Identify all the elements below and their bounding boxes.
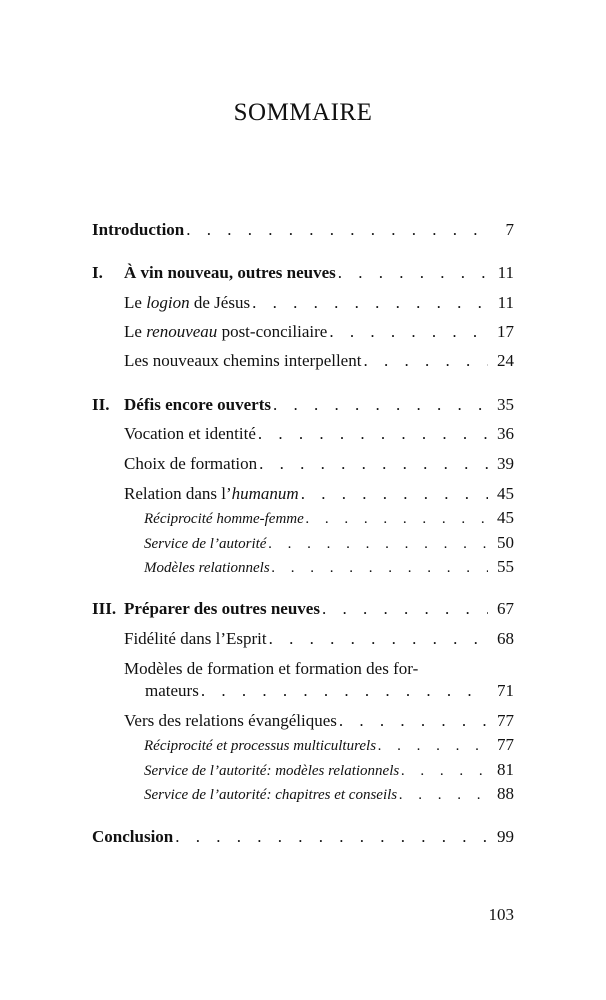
- toc-entry-logion[interactable]: [92, 292, 514, 314]
- leader-dots: [272, 557, 488, 579]
- toc-page-number: 45: [497, 508, 514, 527]
- toc-entry-label: Réciprocité et processus multiculturels: [144, 738, 377, 754]
- leader-dots: [175, 826, 488, 848]
- leader-dots: [258, 423, 488, 445]
- toc-entry-fidelite-esprit[interactable]: [92, 628, 514, 650]
- toc-entry-part-2[interactable]: [92, 394, 514, 416]
- leader-dots: [268, 533, 488, 555]
- leader-dots: [273, 394, 488, 416]
- toc-page-number: 7: [505, 220, 514, 239]
- toc-entry-renouveau[interactable]: [92, 321, 514, 343]
- toc-entry-modeles-formation[interactable]: [92, 658, 514, 702]
- toc-page-number: 67: [497, 599, 514, 618]
- toc-entry-label: de Jésus: [189, 293, 251, 312]
- toc-entry-label-italic: humanum: [231, 484, 299, 503]
- toc-entry-modeles-relationnels[interactable]: [92, 556, 514, 579]
- toc-page-number: 68: [497, 629, 514, 648]
- leader-dots: [339, 710, 488, 732]
- leader-dots: [378, 735, 488, 757]
- toc-entry-label: Fidélité dans l’Esprit: [124, 629, 267, 648]
- leader-dots: [301, 483, 488, 505]
- toc-page-number: 35: [497, 395, 514, 414]
- toc-entry-label: Service de l’autorité: modèles relationnels: [144, 763, 400, 779]
- toc-entry-label: Réciprocité homme-femme: [144, 511, 304, 527]
- toc-entry-label-line2: mateurs: [145, 681, 199, 700]
- leader-dots: [252, 292, 488, 314]
- part-number: III.: [92, 599, 117, 618]
- toc-entry-service-autorite[interactable]: [92, 532, 514, 555]
- toc-entry-label: Le: [124, 293, 147, 312]
- toc-page-number: 77: [497, 735, 514, 754]
- toc-page-number: 45: [497, 484, 514, 503]
- toc-entry-part-1[interactable]: [92, 262, 514, 284]
- leader-dots: [186, 219, 488, 241]
- leader-dots: [401, 760, 488, 782]
- toc-entry-label: Défis encore ouverts: [124, 395, 271, 414]
- toc-entry-label: Préparer des outres neuves: [124, 599, 320, 618]
- toc-entry-label-italic: renouveau: [146, 322, 218, 341]
- toc-entry-label-line1: Modèles de formation et formation des for-: [124, 659, 419, 678]
- toc-entry-autorite-chapitres[interactable]: [92, 783, 514, 806]
- leader-dots: [363, 350, 488, 372]
- toc-entry-label: Choix de formation: [124, 454, 258, 473]
- leader-dots: [306, 508, 488, 530]
- toc-page-number: 39: [497, 454, 514, 473]
- toc-entry-conclusion[interactable]: [92, 826, 514, 848]
- page-title: SOMMAIRE: [233, 99, 373, 126]
- toc-page-number: 17: [497, 322, 514, 341]
- leader-dots: [329, 321, 488, 343]
- toc-entry-vocation[interactable]: [92, 423, 514, 445]
- toc-entry-humanum[interactable]: [92, 483, 514, 505]
- toc-entry-nouveaux-chemins[interactable]: [92, 350, 514, 372]
- toc-entry-reciprocite-multiculturels[interactable]: [92, 734, 514, 757]
- toc-entry-label-italic: logion: [146, 293, 190, 312]
- toc-page-number: 71: [497, 681, 514, 700]
- toc-entry-label: Le: [124, 322, 147, 341]
- leader-dots: [322, 598, 488, 620]
- toc-entry-label: Relation dans l’: [124, 484, 232, 503]
- toc-entry-label: Vers des relations évangéliques: [124, 711, 337, 730]
- toc-entry-autorite-modeles[interactable]: [92, 759, 514, 782]
- leader-dots: [338, 262, 488, 284]
- toc-entry-label: post-conciliaire: [217, 322, 328, 341]
- toc-entry-relations-evangeliques[interactable]: [92, 710, 514, 732]
- toc-entry-label: Service de l’autorité: [144, 536, 267, 552]
- toc-page-number: 24: [497, 351, 514, 370]
- toc-entry-label: Conclusion: [92, 827, 174, 846]
- leader-dots: [399, 784, 488, 806]
- toc-page-number: 55: [497, 557, 514, 576]
- toc-page-number: 88: [497, 784, 514, 803]
- toc-page-number: 36: [497, 424, 514, 443]
- leader-dots: [269, 628, 488, 650]
- toc-entry-choix-formation[interactable]: [92, 453, 514, 475]
- toc-page-number: 77: [497, 711, 514, 730]
- toc-entry-part-3[interactable]: [92, 598, 514, 620]
- part-number: I.: [92, 263, 103, 282]
- toc-page-number: 11: [497, 293, 514, 312]
- toc-entry-introduction[interactable]: [92, 219, 514, 241]
- leader-dots: [259, 453, 488, 475]
- toc-entry-label: Vocation et identité: [124, 424, 256, 443]
- toc-entry-label: Introduction: [92, 220, 185, 239]
- toc-entry-label: Service de l’autorité: chapitres et conseils: [144, 787, 398, 803]
- toc-page-number: 50: [497, 533, 514, 552]
- toc-page-number: 11: [497, 263, 514, 282]
- toc-entry-label: À vin nouveau, outres neuves: [124, 263, 336, 282]
- leader-dots: [201, 680, 488, 702]
- page-folio: 103: [488, 905, 514, 924]
- toc-entry-reciprocite-homme-femme[interactable]: [92, 507, 514, 530]
- toc-page-number: 81: [497, 760, 514, 779]
- part-number: II.: [92, 395, 110, 414]
- table-of-contents: [92, 0, 514, 1000]
- toc-page-number: 99: [497, 827, 514, 846]
- toc-entry-label: Les nouveaux chemins interpellent: [124, 351, 362, 370]
- toc-entry-label: Modèles relationnels: [144, 560, 270, 576]
